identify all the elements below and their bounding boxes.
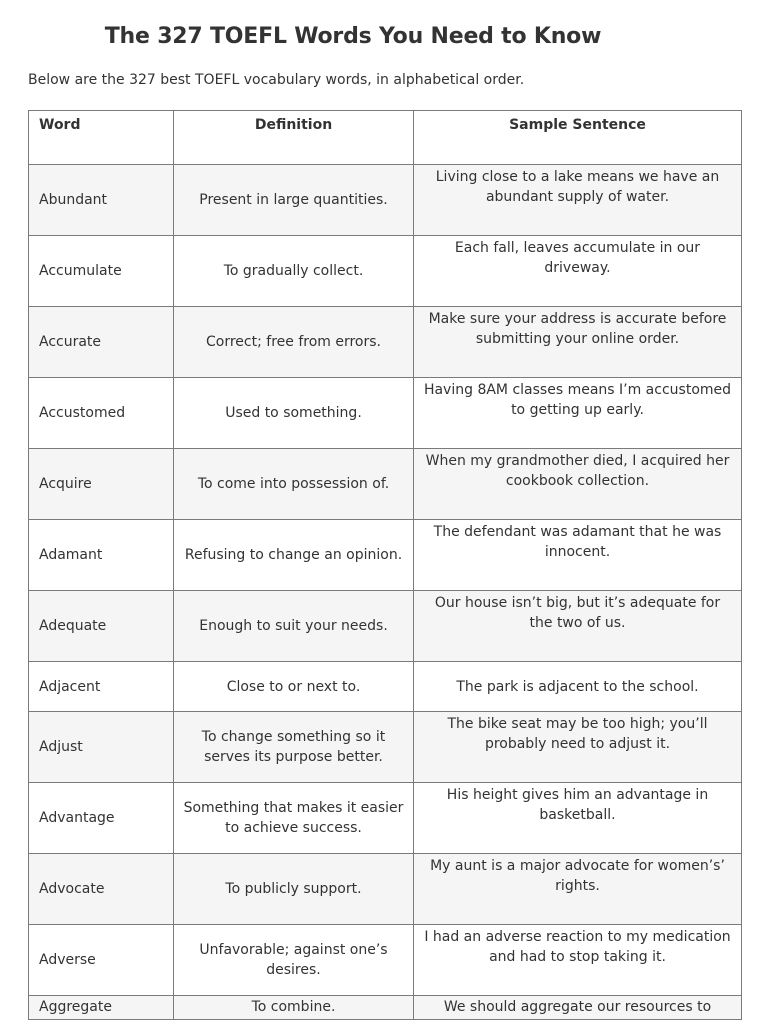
sentence-cell: His height gives him an advantage in basketball.: [414, 783, 742, 854]
word-cell: Accumulate: [29, 236, 174, 307]
header-definition: Definition: [174, 111, 414, 165]
table-row: [29, 783, 742, 854]
table-row: [29, 307, 742, 378]
sentence-cell: Each fall, leaves accumulate in our driveway.: [414, 236, 742, 307]
definition-cell: Present in large quantities.: [174, 165, 414, 236]
definition-cell: Something that makes it easier to achieve success.: [174, 783, 414, 854]
word-cell: Adverse: [29, 925, 174, 996]
word-cell: Accurate: [29, 307, 174, 378]
sentence-cell: Make sure your address is accurate before submitting your online order.: [414, 307, 742, 378]
sentence-cell: I had an adverse reaction to my medication and had to stop taking it.: [414, 925, 742, 996]
table-row: [29, 996, 742, 1020]
sentence-cell: Living close to a lake means we have an abundant supply of water.: [414, 165, 742, 236]
table-header-row: [29, 111, 742, 165]
table-row: [29, 449, 742, 520]
definition-cell: Unfavorable; against one’s desires.: [174, 925, 414, 996]
word-cell: Aggregate: [29, 996, 174, 1020]
definition-cell: Used to something.: [174, 378, 414, 449]
word-cell: Adamant: [29, 520, 174, 591]
word-cell: Advocate: [29, 854, 174, 925]
sentence-cell: Our house isn’t big, but it’s adequate for the two of us.: [414, 591, 742, 662]
table-row: [29, 662, 742, 712]
sentence-cell: When my grandmother died, I acquired her cookbook collection.: [414, 449, 742, 520]
word-cell: Abundant: [29, 165, 174, 236]
sentence-cell: The park is adjacent to the school.: [414, 662, 742, 712]
header-sample-sentence: Sample Sentence: [414, 111, 742, 165]
definition-cell: To come into possession of.: [174, 449, 414, 520]
word-cell: Adjust: [29, 712, 174, 783]
sentence-cell: Having 8AM classes means I’m accustomed to getting up early.: [414, 378, 742, 449]
definition-cell: Close to or next to.: [174, 662, 414, 712]
word-cell: Accustomed: [29, 378, 174, 449]
page-title: The 327 TOEFL Words You Need to Know: [104, 24, 602, 49]
word-cell: Adequate: [29, 591, 174, 662]
definition-cell: To change something so it serves its purpose better.: [174, 712, 414, 783]
definition-cell: Enough to suit your needs.: [174, 591, 414, 662]
definition-cell: To gradually collect.: [174, 236, 414, 307]
sentence-cell: We should aggregate our resources to: [414, 996, 742, 1020]
word-cell: Adjacent: [29, 662, 174, 712]
table-row: [29, 591, 742, 662]
word-cell: Advantage: [29, 783, 174, 854]
table-row: [29, 712, 742, 783]
table-row: [29, 236, 742, 307]
definition-cell: To combine.: [174, 996, 414, 1020]
table-row: [29, 378, 742, 449]
sentence-cell: My aunt is a major advocate for women’s’ rights.: [414, 854, 742, 925]
header-word: Word: [29, 111, 174, 165]
definition-cell: To publicly support.: [174, 854, 414, 925]
definition-cell: Correct; free from errors.: [174, 307, 414, 378]
word-cell: Acquire: [29, 449, 174, 520]
table-row: [29, 854, 742, 925]
definition-cell: Refusing to change an opinion.: [174, 520, 414, 591]
table-row: [29, 520, 742, 591]
table-row: [29, 925, 742, 996]
vocabulary-table: [28, 110, 742, 1020]
sentence-cell: The bike seat may be too high; you’ll probably need to adjust it.: [414, 712, 742, 783]
sentence-cell: The defendant was adamant that he was innocent.: [414, 520, 742, 591]
intro-paragraph: Below are the 327 best TOEFL vocabulary words, in alphabetical order.: [28, 72, 525, 88]
table-row: [29, 165, 742, 236]
